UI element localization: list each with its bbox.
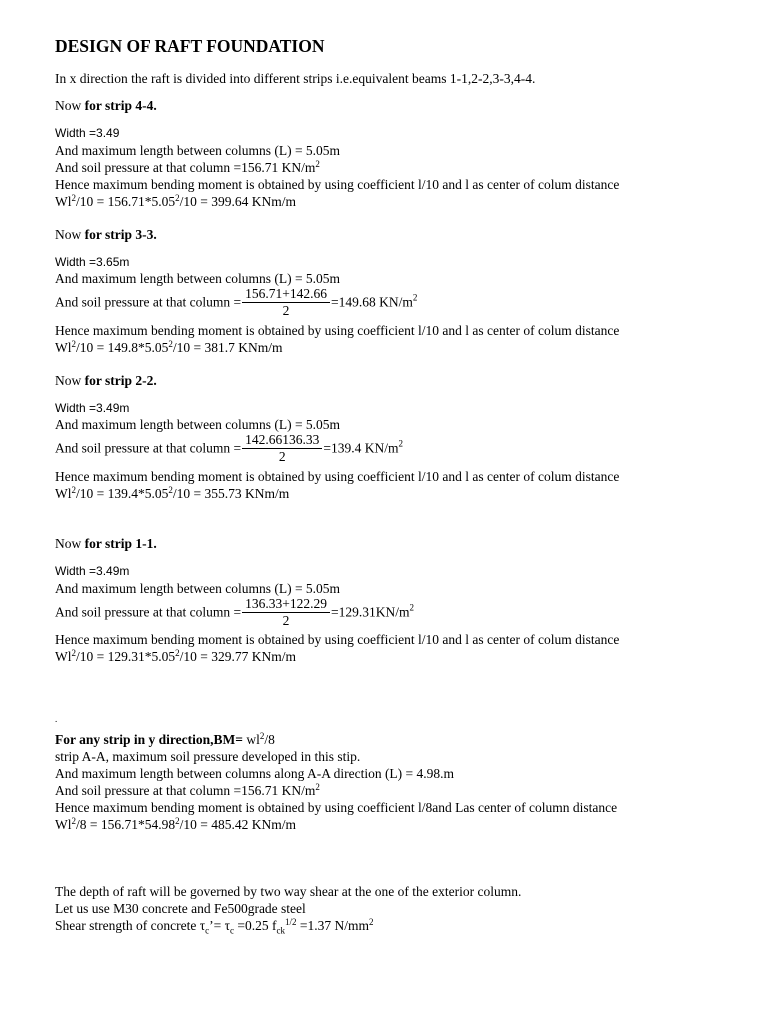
strip-1-heading: Now for strip 1-1. bbox=[55, 536, 157, 551]
strip-1-width: Width =3.49m bbox=[55, 564, 130, 578]
strip-3-soil-pressure: And soil pressure at that column = $\frac{156.71+142.66}{2}$ =149.68 $KN/m^2$ bbox=[55, 286, 418, 318]
strip-3-fraction: $\frac{156.71+142.66}{2}$ bbox=[242, 287, 330, 318]
stray-dot: . bbox=[55, 714, 58, 724]
document-title: DESIGN OF RAFT FOUNDATION bbox=[55, 36, 325, 56]
strip-2-soil-pressure: And soil pressure at that column = $\frac{142.66136.33}{2}$ =139.4 $KN/m^2$ bbox=[55, 432, 403, 464]
strip-3-bending-moment: $Wl^2/10 = 149.8*5.05^2/10 = 381.7$ KNm/m bbox=[55, 339, 283, 355]
strip-1-max-length: And maximum length between columns (L) = 5.05m bbox=[55, 581, 341, 596]
strip-4-width: Width =3.49 bbox=[55, 126, 120, 140]
strip-4-max-length: And maximum length between columns (L) = 5.05m bbox=[55, 143, 341, 158]
strip-4-bending-moment: $Wl^2/10 = 156.71*5.05^2/10 = 399.64$ KNm/m bbox=[55, 193, 296, 209]
strip-4-hence: Hence maximum bending moment is obtained by using coefficient l/10 and l as center of colum distance bbox=[55, 177, 620, 192]
strip-2-width: Width =3.49m bbox=[55, 401, 130, 415]
strip-1-fraction: $\frac{136.33+122.29}{2}$ bbox=[242, 597, 330, 628]
y-direction-line1: strip A-A, maximum soil pressure developed in this stip. bbox=[55, 749, 361, 764]
strip-4-soil-pressure: And soil pressure at that column =156.71 $KN/m^2$ bbox=[55, 159, 320, 175]
strip-2-bending-moment: $Wl^2/10 = 139.4*5.05^2/10 = 355.73$ KNm/m bbox=[55, 485, 290, 501]
y-direction-bending-moment: $Wl^2/8 = 156.71*54.98^2/10 = 485.42$ KNm/m bbox=[55, 816, 296, 832]
y-direction-hence: Hence maximum bending moment is obtained by using coefficient l/8and Las center of column distance bbox=[55, 800, 618, 815]
strip-2-max-length: And maximum length between columns (L) = 5.05m bbox=[55, 417, 341, 432]
strip-1-bending-moment: $Wl^2/10 = 129.31*5.05^2/10 = 329.77$ KNm/m bbox=[55, 648, 296, 664]
y-direction-soil-pressure: And soil pressure at that column =156.71 $KN/m^2$ bbox=[55, 782, 320, 798]
strip-3-hence: Hence maximum bending moment is obtained by using coefficient l/10 and l as center of colum distance bbox=[55, 323, 620, 338]
y-direction-line2: And maximum length between columns along A-A direction (L) = 4.98.m bbox=[55, 766, 455, 781]
strip-1-soil-pressure: And soil pressure at that column = $\frac{136.33+122.29}{2}$ $=129.31KN/m^2$ bbox=[55, 596, 414, 628]
strip-4-heading: Now for strip 4-4. bbox=[55, 98, 157, 113]
strip-3-max-length: And maximum length between columns (L) = 5.05m bbox=[55, 271, 341, 286]
strip-3-heading: Now for strip 3-3. bbox=[55, 227, 157, 242]
y-direction-heading: For any strip in y direction,BM= $wl^2/8$ bbox=[55, 731, 275, 747]
strip-1-hence: Hence maximum bending moment is obtained by using coefficient l/10 and l as center of colum distance bbox=[55, 632, 620, 647]
strip-2-fraction: $\frac{142.66136.33}{2}$ bbox=[242, 433, 322, 464]
shear-strength: Shear strength of concrete $\tau_c’= \tau_c =0.25$ $f_{ck}^{1/2} =1.37$ $N/mm^2$ bbox=[55, 917, 374, 936]
strip-3-width: Width =3.65m bbox=[55, 255, 130, 269]
shear-line1: The depth of raft will be governed by two way shear at the one of the exterior column. bbox=[55, 884, 522, 899]
strip-2-heading: Now for strip 2-2. bbox=[55, 373, 157, 388]
shear-line2: Let us use M30 concrete and Fe500grade steel bbox=[55, 901, 306, 916]
intro-text: In x direction the raft is divided into different strips i.e.equivalent beams 1-1,2-2,3-3,4-4. bbox=[55, 71, 536, 86]
strip-2-hence: Hence maximum bending moment is obtained by using coefficient l/10 and l as center of colum distance bbox=[55, 469, 620, 484]
